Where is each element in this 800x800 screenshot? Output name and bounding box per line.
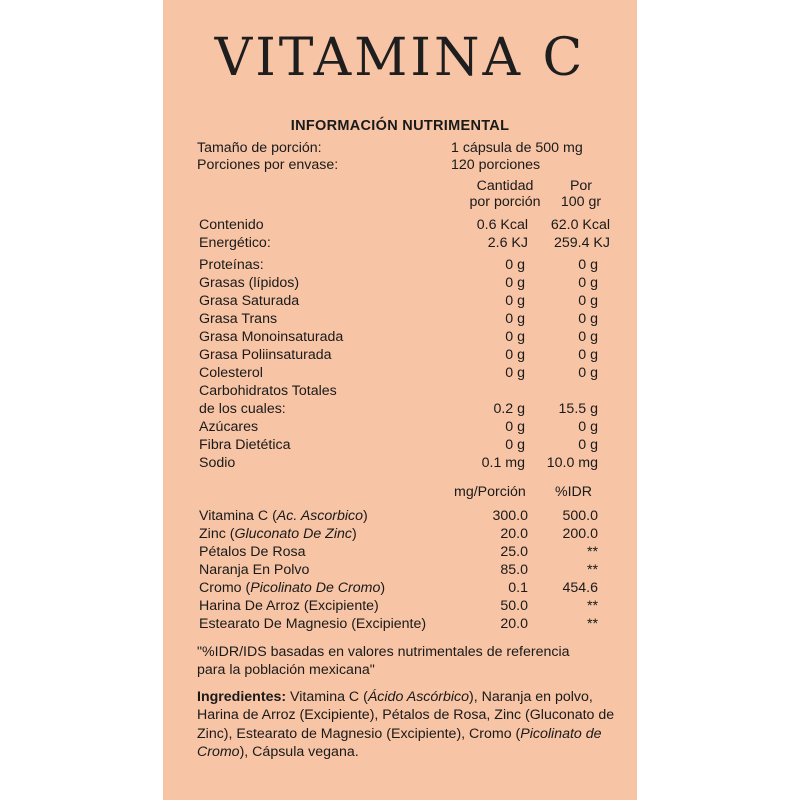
component-idr: ** xyxy=(586,598,598,614)
component-idr: 200.0 xyxy=(562,526,598,542)
carbs-portion: 0.2 g xyxy=(493,401,525,417)
component-name: Naranja En Polvo xyxy=(199,562,310,578)
column-header-100g-line2: 100 gr xyxy=(560,194,602,210)
mg-per-portion-header: mg/Porción xyxy=(454,484,526,500)
nutrient-portion: 0 g xyxy=(505,257,525,273)
nutrient-portion: 0 g xyxy=(505,311,525,327)
component-mg: 25.0 xyxy=(500,544,528,560)
nutrient-per100: 0 g xyxy=(578,275,598,291)
nutrient-per100: 0 g xyxy=(578,329,598,345)
carbs-label: Carbohidratos Totales xyxy=(199,383,337,399)
idr-header: %IDR xyxy=(555,484,593,500)
component-mg: 300.0 xyxy=(492,508,528,524)
nutrient-per100: 0 g xyxy=(578,419,598,435)
energy-kcal-portion: 0.6 Kcal xyxy=(476,217,528,233)
component-mg: 20.0 xyxy=(500,616,528,632)
component-name: Harina De Arroz (Excipiente) xyxy=(199,598,379,614)
component-mg: 0.1 xyxy=(508,580,528,596)
nutrient-per100: 0 g xyxy=(578,365,598,381)
nutrient-portion: 0 g xyxy=(505,419,525,435)
nutrient-name: Grasa Monoinsaturada xyxy=(199,329,344,345)
component-idr: ** xyxy=(586,562,598,578)
nutrient-per100: 0 g xyxy=(578,437,598,453)
ingredients-label: Ingredientes: xyxy=(197,689,287,705)
serving-size-value: 1 cápsula de 500 mg xyxy=(451,140,583,156)
component-idr: ** xyxy=(586,616,598,632)
nutrient-per100: 0 g xyxy=(578,257,598,273)
nutrient-portion: 0 g xyxy=(505,365,525,381)
energy-label-line2: Energético: xyxy=(199,235,271,251)
nutrient-portion: 0 g xyxy=(505,347,525,363)
energy-kcal-100g: 62.0 Kcal xyxy=(550,217,610,233)
nutrient-portion: 0 g xyxy=(505,275,525,291)
servings-label: Porciones por envase: xyxy=(197,157,339,173)
nutrient-portion: 0 g xyxy=(505,329,525,345)
nutrient-per100: 0 g xyxy=(578,311,598,327)
nutrient-per100: 0 g xyxy=(578,293,598,309)
nutrient-name: Proteínas: xyxy=(199,257,264,273)
component-idr: 500.0 xyxy=(562,508,598,524)
nutrient-portion: 0 g xyxy=(505,293,525,309)
serving-size-label: Tamaño de porción: xyxy=(197,140,322,156)
nutrient-name: Grasas (lípidos) xyxy=(199,275,300,291)
nutrition-heading: INFORMACIÓN NUTRIMENTAL xyxy=(290,118,510,134)
component-name: Pétalos De Rosa xyxy=(199,544,306,560)
component-mg: 85.0 xyxy=(500,562,528,578)
nutrient-name: Colesterol xyxy=(199,365,263,381)
ingredients-text: Ingredientes: Vitamina C (Ácido Ascórbico), Naranja en polvo, Harina de Arroz (Excipiente), Pétalos de Rosa, Zinc (Gluconato de Zinc), Estearato de Magnesio (Excipiente), Cromo (Picolinato de Cromo), Cápsula vegana. xyxy=(197,689,615,761)
nutrient-name: Grasa Poliinsaturada xyxy=(199,347,332,363)
carbs-per100: 15.5 g xyxy=(558,401,598,417)
carbs-sub-label: de los cuales: xyxy=(199,401,286,417)
component-name: Estearato De Magnesio (Excipiente) xyxy=(199,616,427,632)
column-header-portion-line2: por porción xyxy=(469,194,541,210)
energy-label-line1: Contenido xyxy=(199,217,264,233)
nutrient-portion: 0 g xyxy=(505,437,525,453)
nutrient-per100: 0 g xyxy=(578,347,598,363)
column-header-100g-line1: Por xyxy=(569,178,593,194)
energy-kj-100g: 259.4 KJ xyxy=(553,235,610,251)
nutrient-name: Grasa Trans xyxy=(199,311,278,327)
component-mg: 50.0 xyxy=(500,598,528,614)
energy-kj-portion: 2.6 KJ xyxy=(487,235,528,251)
nutrient-name: Grasa Saturada xyxy=(199,293,300,309)
nutrient-name: Sodio xyxy=(199,455,236,471)
nutrient-name: Fibra Dietética xyxy=(199,437,291,453)
component-mg: 20.0 xyxy=(500,526,528,542)
column-header-portion-line1: Cantidad xyxy=(476,178,534,194)
component-idr: 454.6 xyxy=(562,580,598,596)
idr-footnote: "%IDR/IDS basadas en valores nutrimentales de referencia para la población mexicana" xyxy=(197,644,570,678)
nutrient-portion: 0.1 mg xyxy=(481,455,525,471)
component-name: Zinc (Gluconato De Zinc) xyxy=(199,526,357,542)
product-title: VITAMINA C xyxy=(214,28,586,88)
component-name: Vitamina C (Ac. Ascorbico) xyxy=(199,508,368,524)
component-idr: ** xyxy=(586,544,598,560)
nutrient-name: Azúcares xyxy=(199,419,259,435)
servings-value: 120 porciones xyxy=(451,157,541,173)
component-name: Cromo (Picolinato De Cromo) xyxy=(199,580,386,596)
nutrient-per100: 10.0 mg xyxy=(546,455,598,471)
